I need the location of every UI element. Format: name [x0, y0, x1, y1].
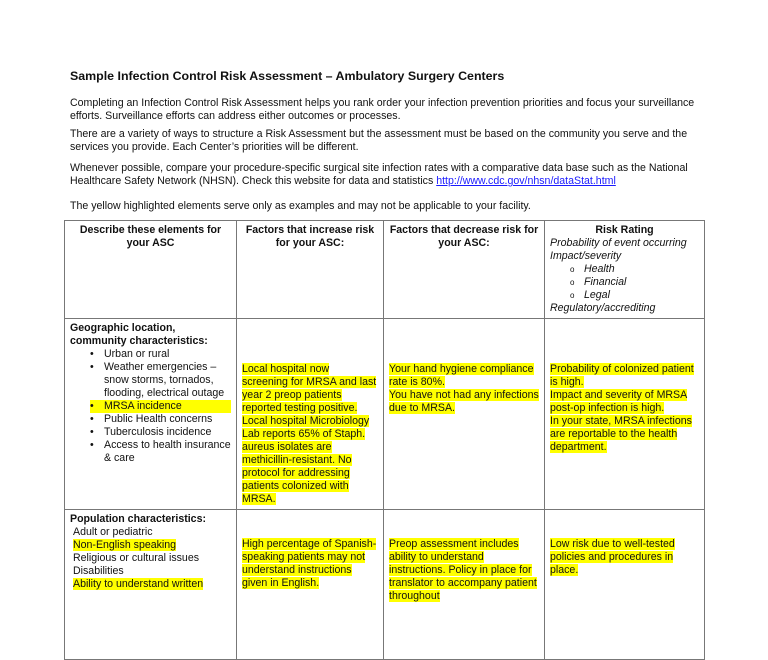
list-item: Adult or pediatric: [73, 526, 153, 538]
risk-probability: Probability of event occurring: [550, 237, 687, 249]
risk-impact: Impact/severity: [550, 250, 622, 262]
header-increase: Factors that increase risk for your ASC:: [237, 221, 384, 319]
increase-text: High percentage of Spanish-speaking patients may not understand instructions given in English.: [242, 538, 377, 589]
risk-assessment-table: [64, 220, 705, 660]
list-item: • Tuberculosis incidence: [90, 426, 231, 439]
list-item: • Public Health concerns: [90, 413, 231, 426]
impact-list: [570, 263, 699, 302]
rating-text: Low risk due to well-tested policies and procedures in place.: [550, 538, 675, 576]
impact-item: o Financial: [570, 276, 699, 289]
impact-item: o Legal: [570, 289, 699, 302]
risk-regulatory: Regulatory/accrediting: [550, 302, 656, 314]
rating-cell: [545, 510, 705, 660]
geographic-list: [90, 348, 231, 465]
rating-text: Impact and severity of MRSA post-op infection is high.: [550, 389, 688, 414]
rating-text: In your state, MRSA infections are reportable to the health department.: [550, 415, 692, 453]
list-item: • MRSA incidence: [90, 400, 231, 413]
decrease-text: Preop assessment includes ability to understand instructions. Policy in place for translator to accompany patient throughout: [389, 538, 537, 602]
header-risk-rating: [545, 221, 705, 319]
table-header-row: [65, 221, 705, 319]
risk-rating-title: Risk Rating: [595, 224, 654, 236]
increase-cell: [237, 510, 384, 660]
decrease-text: You have not had any infections due to MRSA.: [389, 389, 539, 414]
list-item: Non-English speaking: [73, 539, 177, 551]
page-title: Sample Infection Control Risk Assessment – Ambulatory Surgery Centers: [70, 69, 505, 83]
nhsn-paragraph: [70, 162, 710, 188]
table-row: [65, 319, 705, 510]
population-cell: [65, 510, 237, 660]
increase-text: Local hospital now screening for MRSA and last year 2 preop patients reported testing positive. Local hospital Microbiology Lab reports 65% of Staph. aureus isolates are methicillin-resistant. No protocol for addressing patients colonized with MRSA.: [242, 363, 377, 505]
geographic-title: Geographic location, community characteristics:: [70, 322, 208, 347]
table-row: [65, 510, 705, 660]
population-title: Population characteristics:: [70, 513, 206, 525]
list-item: Religious or cultural issues: [73, 552, 200, 564]
header-decrease: Factors that decrease risk for your ASC:: [384, 221, 545, 319]
decrease-cell: [384, 510, 545, 660]
list-item: Disabilities: [73, 565, 124, 577]
nhsn-link[interactable]: http://www.cdc.gov/nhsn/dataStat.html: [436, 175, 616, 187]
list-item: • Access to health insurance & care: [90, 439, 231, 465]
increase-cell: [237, 319, 384, 510]
list-item: • Weather emergencies – snow storms, tornados, flooding, electrical outage: [90, 361, 231, 400]
nhsn-text: Whenever possible, compare your procedure-specific surgical site infection rates with a comparative data base such as the National Healthcare Safety Network (NHSN). Check this website for data and statistics: [70, 162, 688, 187]
highlight-note: The yellow highlighted elements serve only as examples and may not be applicable to your facility.: [70, 200, 531, 212]
decrease-cell: [384, 319, 545, 510]
intro-paragraph: Completing an Infection Control Risk Assessment helps you rank order your infection prevention priorities and focus your surveillance efforts. Surveillance efforts can address either outcomes or processes.: [70, 97, 695, 122]
header-describe: Describe these elements for your ASC: [65, 221, 237, 319]
list-item: Ability to understand written: [73, 578, 204, 590]
list-item: • Urban or rural: [90, 348, 231, 361]
rating-cell: [545, 319, 705, 510]
impact-item: o Health: [570, 263, 699, 276]
rating-text: Probability of colonized patient is high.: [550, 363, 694, 388]
decrease-text: Your hand hygiene compliance rate is 80%.: [389, 363, 534, 388]
geographic-cell: [65, 319, 237, 510]
structure-paragraph: There are a variety of ways to structure a Risk Assessment but the assessment must be based on the community you serve and the services you provide. Each Center’s priorities will be different.: [70, 128, 688, 153]
